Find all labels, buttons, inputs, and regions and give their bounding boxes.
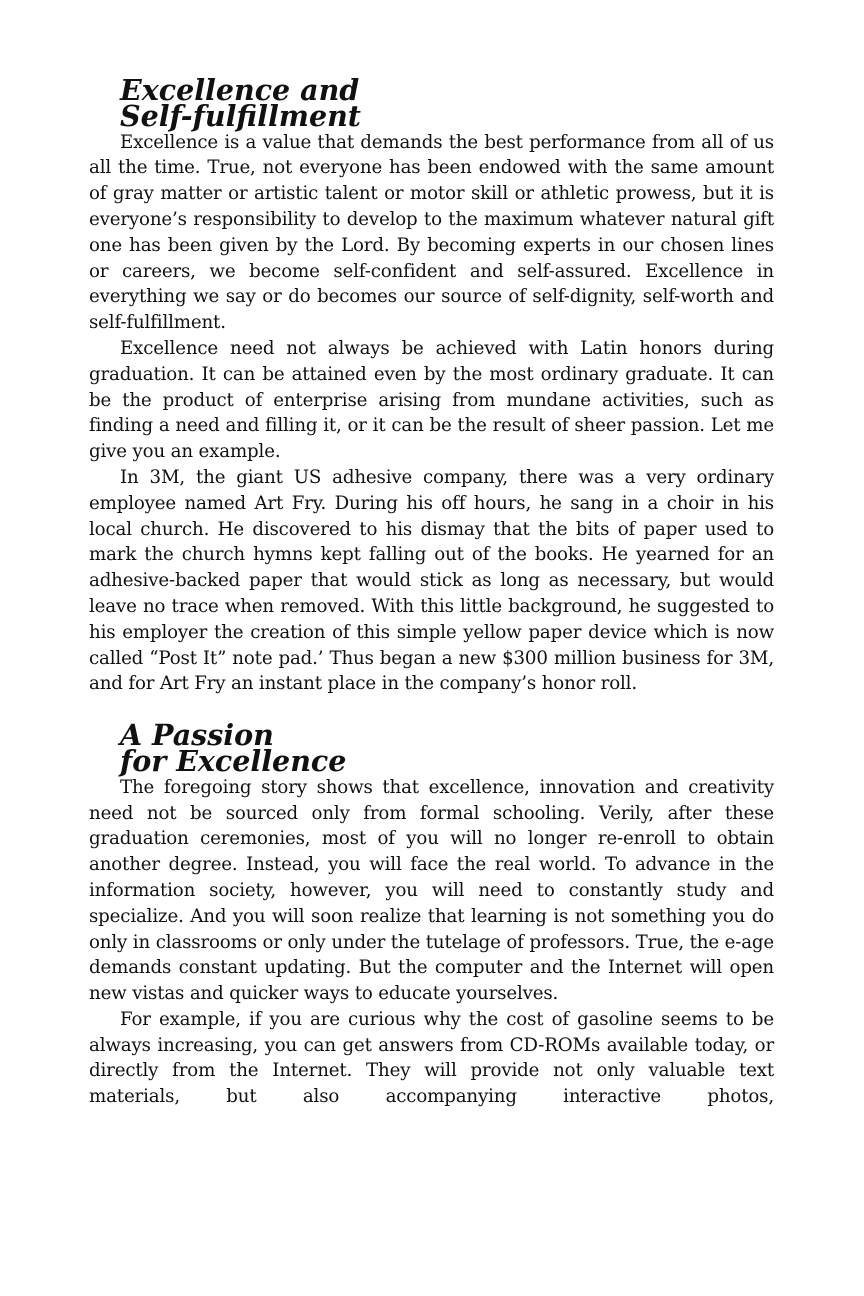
section-heading-excellence-self-fulfillment xyxy=(89,73,774,133)
section-heading-passion-for-excellence xyxy=(89,718,774,778)
paragraph: In 3M, the giant US adhesive company, there was a very ordinary employee named Art Fry. During his off hours, he sang in a choir in his local church. He discovered to his dismay that the bits of paper used to mark the church hymns kept falling out of the books. He yearned for an adhesive-backed paper that would stick as long as necessary, but would leave no trace when removed. With this little background, he suggested to his employer the creation of this simple yellow paper device which is now called “Post It” note pad.’ Thus began a new $300 million business for 3M, and for Art Fry an instant place in the company’s honor roll. xyxy=(89,466,774,695)
heading-line: Excellence and xyxy=(120,73,360,107)
paragraph: The foregoing story shows that excellence, innovation and creativity need not be sourced only from formal schooling. Verily, after these graduation ceremonies, most of you will no longer re-enroll to obtain another degree. Instead, you will face the real world. To advance in the information society, however, you will need to constantly study and specialize. And you will soon realize that learning is not something you do only in classrooms or only under the tutelage of professors. True, the e-age demands constant updating. But the computer and the Internet will open new vistas and quicker ways to educate yourselves. xyxy=(89,776,774,1005)
document-page xyxy=(89,73,774,1110)
heading-line: A Passion xyxy=(120,718,274,753)
paragraph: Excellence is a value that demands the best performance from all of us all the time. True, not everyone has been endowed with the same amount of gray matter or artistic talent or motor skill or athletic prowess, but it is everyone’s responsibility to develop to the maximum whatever natural gift one has been given by the Lord. By becoming experts in our chosen lines or careers, we become self-confident and self-assured. Excellence in everything we say or do becomes our source of self-dignity, self-worth and self-fulfillment. xyxy=(89,131,774,334)
heading-line: Self-fulfillment xyxy=(120,98,361,133)
paragraph: For example, if you are curious why the cost of gasoline seems to be always increasing, you can get answers from CD-ROMs available today, or directly from the Internet. They will provide not only valuable text materials, but also accompanying interactive photos, xyxy=(89,1008,774,1108)
paragraph: Excellence need not always be achieved with Latin honors during graduation. It can be attained even by the most ordinary graduate. It can be the product of enterprise arising from mundane activities, such as finding a need and filling it, or it can be the result of sheer passion. Let me give you an example. xyxy=(89,337,774,463)
heading-line: for Excellence xyxy=(120,743,347,778)
